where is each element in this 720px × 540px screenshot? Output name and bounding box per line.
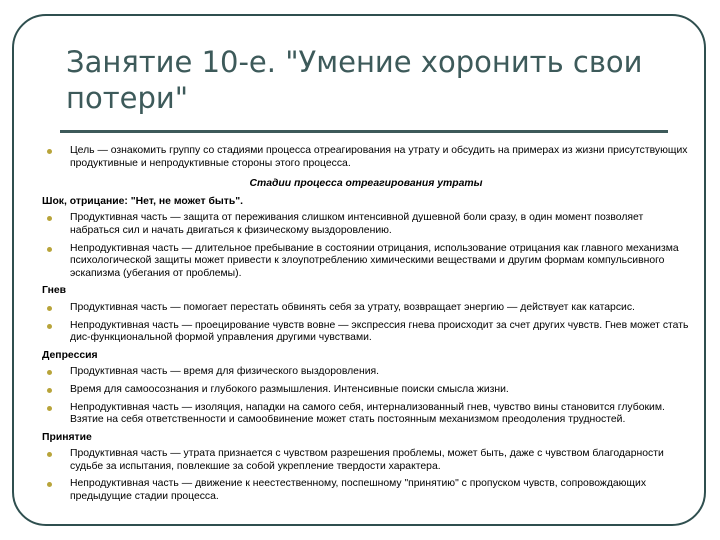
list-item: Время для самоосознания и глубокого размышления. Интенсивные поиски смысла жизни. xyxy=(42,384,690,397)
list-item: Продуктивная часть — время для физического выздоровления. xyxy=(42,366,690,379)
list-item: Непродуктивная часть — движение к неестественному, поспешному "принятию" с пропуском чувств, сопровождающих предыдущие стадии процесса. xyxy=(42,478,690,503)
list-item: Непродуктивная часть — проецирование чувств вовне — экспрессия гнева происходит за счет других чувств. Гнев может стать дис-функциональной формой управления другими чувствами. xyxy=(42,320,690,345)
goal-bullet: Цель — ознакомить группу со стадиями процесса отреагирования на утрату и обсудить на примерах из жизни присутствующих продуктивные и непродуктивные стороны этого процесса. xyxy=(42,145,690,170)
section-heading: Принятие xyxy=(42,431,92,443)
slide-content xyxy=(42,145,690,509)
section-anger xyxy=(42,285,690,344)
section-shock xyxy=(42,196,690,281)
section-heading: Гнев xyxy=(42,285,67,297)
list-item: Продуктивная часть — защита от переживания слишком интенсивной душевной боли сразу, в один момент позволяет набраться сил и начать двигаться к физическому выздоровлению. xyxy=(42,212,690,237)
list-item: Непродуктивная часть — длительное пребывание в состоянии отрицания, использование отрицания как главного механизма психологической защиты может привести к злоупотреблению химическими веществами и другим формам компульсивного эскапизма (убегания от проблемы). xyxy=(42,243,690,281)
section-depression xyxy=(42,350,690,427)
section-heading: Депрессия xyxy=(42,349,98,361)
section-heading: Шок, отрицание: "Нет, не может быть". xyxy=(42,195,244,207)
stages-subheading: Стадии процесса отреагирования утраты xyxy=(249,178,483,190)
list-item: Продуктивная часть — помогает перестать обвинять себя за утрату, возвращает энергию — действует как катарсис. xyxy=(42,302,690,315)
list-item: Продуктивная часть — утрата признается с чувством разрешения проблемы, может быть, даже с чувством благодарности судьбе за испытания, повлекшие за собой укрепление твердости характера. xyxy=(42,448,690,473)
list-item: Непродуктивная часть — изоляция, нападки на самого себя, интернализованный гнев, чувство вины становится глубоким. Взятие на себя ответственности и самообвинение может стать постоянным механизмом преодоления трудностей. xyxy=(42,402,690,427)
title-underline xyxy=(60,130,668,133)
slide-title: Занятие 10-е. "Умение хоронить свои потери" xyxy=(66,45,643,115)
section-acceptance xyxy=(42,432,690,504)
